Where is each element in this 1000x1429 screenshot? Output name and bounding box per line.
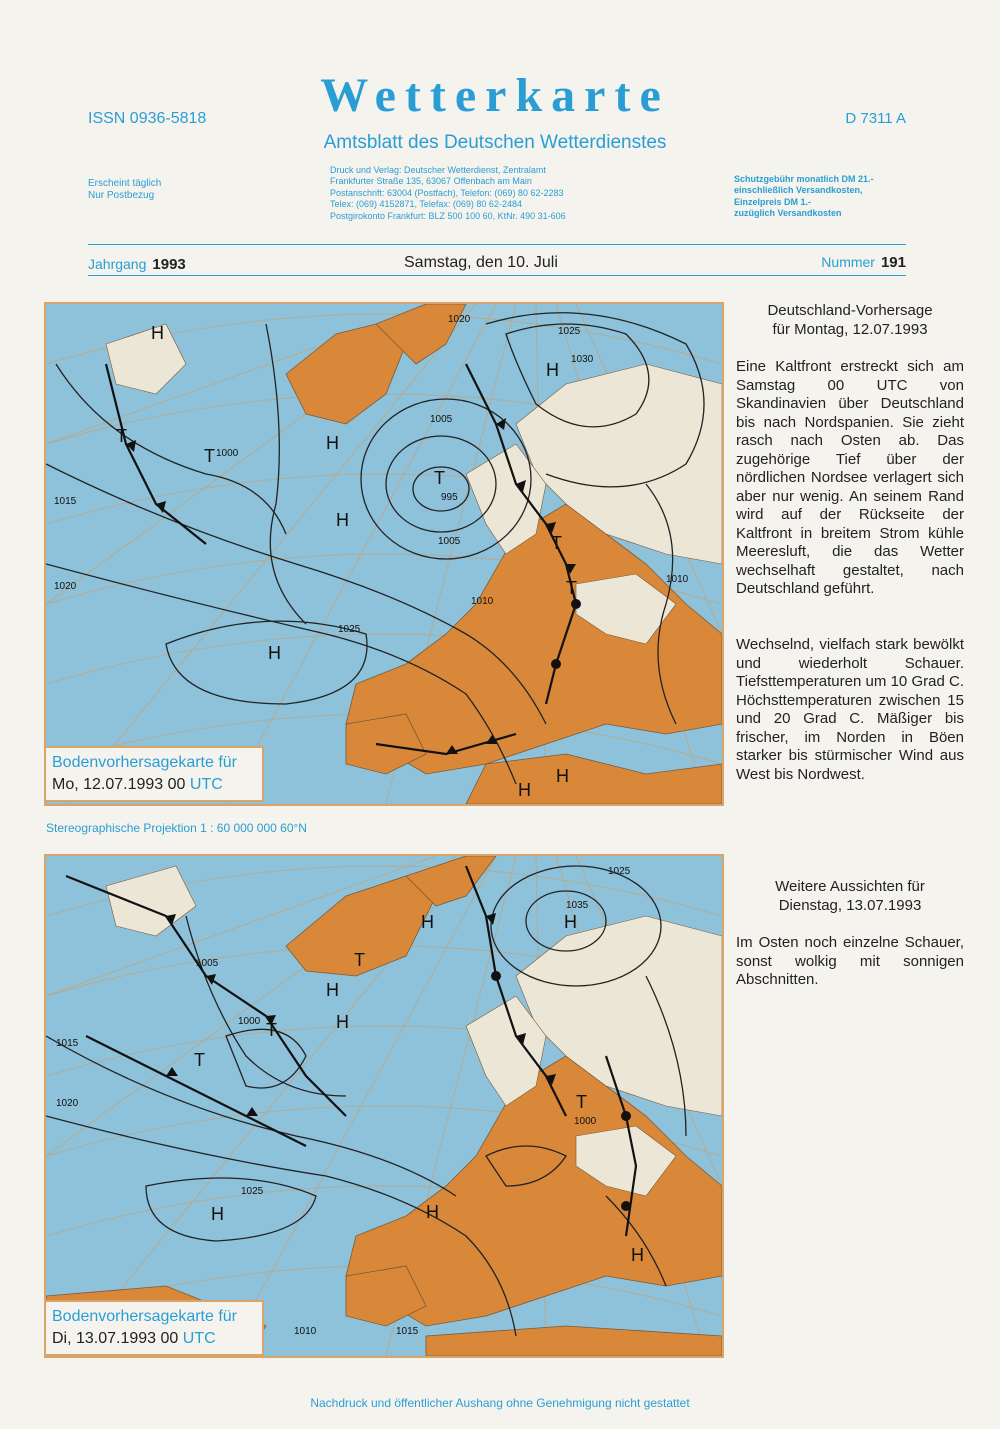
high-label: H: [564, 912, 577, 932]
isobar-label: 1020: [448, 314, 471, 325]
forecast-paragraph-1: Eine Kaltfront erstreckt sich am Samstag 00 UTC von Skandinavien über Deutschland bis nach Nordspanien. Sie zieht rasch nach Osten ab. Das zugehörige Tief über der nördlichen Nordsee verlagert sich aber nur wenig. An seinem Rand wird auf der Rückseite der Kaltfront in breitem Strom kühle Meeresluft, die das Wetter wechselhaft gestaltet, nach Deutschland geführt.: [736, 358, 964, 597]
high-label: H: [336, 510, 349, 530]
isobar-label: 1015: [56, 1038, 79, 1049]
forecast-heading: Deutschland-Vorhersage für Montag, 12.07.1993: [767, 302, 933, 338]
high-label: H: [326, 433, 339, 453]
low-label: T: [434, 468, 445, 488]
issue-date: Samstag, den 10. Juli: [404, 254, 558, 271]
forecast-paragraph-2: Wechselnd, vielfach stark bewölkt und wiederholt Schauer. Tiefsttemperaturen um 10 Grad C. Höchsttemperaturen zwischen 15 und 20 Grad C. Mäßiger bis frischer, im Norden in Böen starker bis stürmischer Wind aus West bis Nordwest.: [736, 636, 964, 783]
header-rule-bottom: [88, 275, 906, 276]
footer-notice: Nachdruck und öffentlicher Aushang ohne Genehmigung nicht gestattet: [310, 1396, 690, 1410]
low-label: T: [116, 426, 127, 446]
outlook-text: Im Osten noch einzelne Schauer, sonst wolkig mit sonnigen Abschnitten.: [736, 934, 964, 988]
high-label: H: [518, 780, 531, 800]
isobar-label: 1020: [54, 581, 77, 592]
map-caption-monday: Bodenvorhersagekarte für Mo, 12.07.1993 00 UTC: [44, 746, 264, 802]
isobar-label: 1025: [608, 866, 631, 877]
weather-map-monday-drawing: [46, 304, 722, 804]
isobar-label: 1030: [571, 354, 594, 365]
header-rule-top: [88, 244, 906, 245]
isobar-label: 1025: [558, 326, 581, 337]
issn: ISSN 0936-5818: [88, 110, 207, 127]
issue-number: Nummer 191: [821, 254, 906, 271]
high-label: H: [421, 912, 434, 932]
isobar-label: 1035: [566, 900, 589, 911]
isobar-label: 1010: [666, 574, 689, 585]
volume: Jahrgang 1993: [88, 256, 186, 273]
isobar-label: 1025: [338, 624, 361, 635]
low-label: T: [551, 533, 562, 553]
volume-year: 1993: [152, 256, 186, 273]
isobar-label: 1015: [54, 496, 77, 507]
low-label: T: [204, 446, 215, 466]
isobar-label: 995: [441, 492, 458, 503]
isobar-label: 1025: [241, 1186, 264, 1197]
high-label: H: [268, 643, 281, 663]
masthead-subtitle: Amtsblatt des Deutschen Wetterdienstes: [323, 132, 667, 153]
isobar-label: 1010: [294, 1326, 317, 1337]
low-label: T: [194, 1050, 205, 1070]
high-label: H: [556, 766, 569, 786]
high-label: H: [426, 1202, 439, 1222]
high-label: H: [151, 323, 164, 343]
issue-number-value: 191: [880, 254, 906, 271]
publisher-info: Druck und Verlag: Deutscher Wetterdienst, Zentralamt Frankfurter Straße 135, 63067 Offenbach am Main Postanschrift: 63004 (Postfach), Telefon: (069) 80 62-2283 Telex: (069) 4152871, Telefax: (069) 80 62-2484 Postgirokonto Frankfurt: BLZ 500 100 60, KtNr. 490 31-606: [330, 165, 566, 221]
outlook-heading: Weitere Aussichten für Dienstag, 13.07.1993: [775, 878, 925, 914]
low-label: T: [354, 950, 365, 970]
isobar-label: 1000: [216, 448, 239, 459]
isobar-label: 1020: [56, 1098, 79, 1109]
low-label: T: [566, 578, 577, 598]
postal-code: D 7311 A: [845, 110, 906, 127]
low-label: T: [266, 1020, 277, 1040]
price-info: Schutzgebühr monatlich DM 21.- einschließlich Versandkosten, Einzelpreis DM 1.- zuzüglich Versandkosten: [734, 174, 874, 219]
isobar-label: 1000: [238, 1016, 261, 1027]
isobar-label: 1005: [430, 414, 453, 425]
isobar-label: 1000: [574, 1116, 597, 1127]
high-label: H: [631, 1245, 644, 1265]
publication-note: Erscheint täglich Nur Postbezug: [88, 178, 162, 201]
weather-map-tuesday: [44, 854, 724, 1358]
projection-note: Stereographische Projektion 1 : 60 000 000 60°N: [46, 821, 307, 835]
isobar-label: 1005: [438, 536, 461, 547]
masthead-title: Wetterkarte: [320, 69, 670, 122]
weather-map-monday: [44, 302, 724, 806]
isobar-label: 1005: [196, 958, 219, 969]
isobar-label: 1010: [471, 596, 494, 607]
isobar-label: 1015: [396, 1326, 419, 1337]
map-caption-tuesday: Bodenvorhersagekarte für Di, 13.07.1993 00 UTC: [44, 1300, 264, 1356]
high-label: H: [546, 360, 559, 380]
high-label: H: [336, 1012, 349, 1032]
weather-map-tuesday-drawing: [46, 856, 722, 1356]
high-label: H: [211, 1204, 224, 1224]
low-label: T: [576, 1092, 587, 1112]
high-label: H: [326, 980, 339, 1000]
